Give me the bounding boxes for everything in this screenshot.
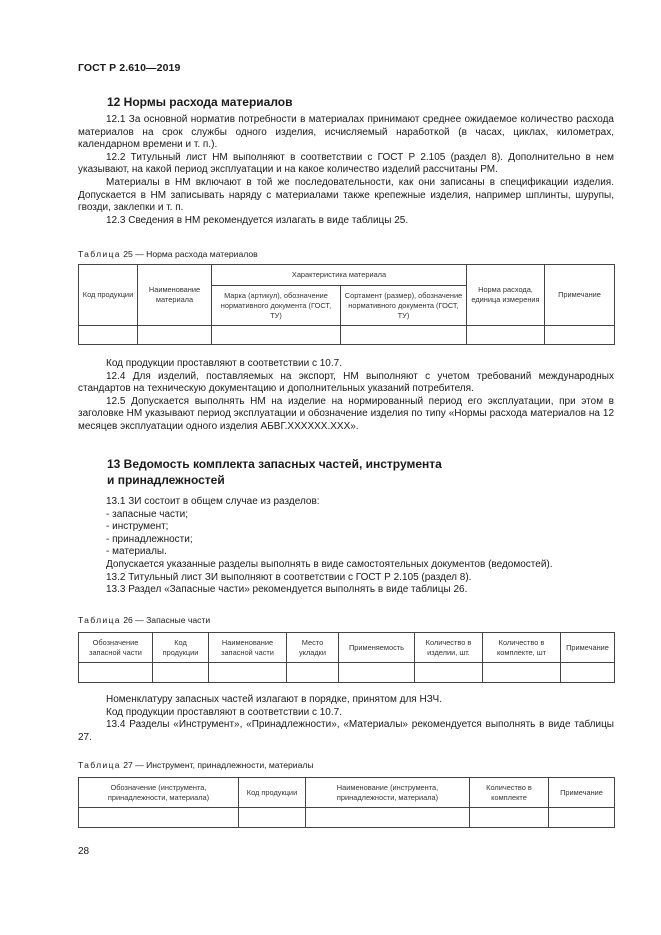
paragraph: Номенклатуру запасных частей излагают в порядке, принятом для НЗЧ.	[106, 694, 442, 705]
header-cell: Сортамент (размер), обозначение нормативного документа (ГОСТ, ТУ)	[341, 286, 467, 326]
table-cell	[209, 663, 287, 683]
table-cell	[549, 808, 615, 828]
list-item: - принадлежности;	[106, 533, 193, 545]
paragraph: 12.1 За основной норматив потребности в материалах принимают среднее ожидаемое количество расхода материалов на срок службы одного изделия, исчисляемый наработкой (в часах, циклах, километрах, календарном времени и т. п.).	[78, 114, 614, 151]
title-line: и принадлежностей	[107, 473, 225, 487]
header-cell: Код продукции	[79, 265, 138, 326]
paragraph: Код продукции проставляют в соответствии с 10.7.	[106, 358, 342, 369]
header-cell: Примечание	[545, 265, 615, 326]
table-25	[78, 264, 615, 345]
table-cell	[212, 326, 341, 345]
caption-text: 27 — Инструмент, принадлежности, материалы	[123, 760, 314, 770]
list-item: - материалы.	[106, 546, 167, 558]
table-27-caption	[78, 760, 314, 770]
table-cell	[341, 326, 467, 345]
paragraph: Материалы в НМ включают в той же последовательности, как они записаны в спецификации изделия. Допускается в НМ записывать наряду с материалами также крепежные изделия, например шплинты, шурупы, гвозди, заклепки и т. п.	[78, 176, 614, 214]
table-cell	[153, 663, 209, 683]
header-cell: Характеристика материала	[212, 265, 467, 286]
table-cell	[138, 326, 212, 345]
table-cell	[415, 663, 483, 683]
paragraph: 12.3 Сведения в НМ рекомендуется излагать в виде таблицы 25.	[106, 214, 409, 226]
paragraph: 13.2 Титульный лист ЗИ выполняют в соответствии с ГОСТ Р 2.105 (раздел 8).	[106, 571, 472, 583]
title-line: 13 Ведомость комплекта запасных частей, инструмента	[107, 457, 442, 471]
section-12-after-table	[78, 358, 614, 434]
caption-label: Таблица	[78, 249, 121, 259]
table-cell	[79, 326, 138, 345]
paragraph: 13.1 ЗИ состоит в общем случае из разделов:	[106, 496, 320, 507]
table-27	[78, 777, 615, 828]
paragraph: 13.3 Раздел «Запасные части» рекомендуется выполнять в виде таблицы 26.	[106, 584, 468, 596]
paragraph: Код продукции проставляют в соответствии с 10.7.	[106, 706, 342, 718]
standard-header: ГОСТ Р 2.610—2019	[78, 62, 181, 74]
table-26-caption	[78, 615, 210, 625]
paragraph: Допускается указанные разделы выполнять в виде самостоятельных документов (ведомостей).	[106, 558, 553, 570]
table-26	[78, 632, 615, 683]
table-cell	[239, 808, 306, 828]
table-25-caption	[78, 249, 258, 259]
header-cell: Применяемость	[339, 633, 415, 663]
table-cell	[483, 663, 561, 683]
section-list	[78, 509, 614, 559]
header-cell: Наименование материала	[138, 265, 212, 326]
table-cell	[306, 808, 470, 828]
table-cell	[79, 663, 153, 683]
header-cell: Норма расхода, единица измерения	[467, 265, 545, 326]
caption-text: 26 — Запасные части	[123, 615, 211, 625]
header-cell: Наименование запасной части	[209, 633, 287, 663]
section-13-title	[107, 456, 442, 488]
caption-text: 25 — Норма расхода материалов	[123, 249, 258, 259]
table-cell	[561, 663, 615, 683]
list-item: - инструмент;	[106, 521, 169, 533]
table-cell	[79, 808, 239, 828]
table-cell	[467, 326, 545, 345]
paragraph: 12.5 Допускается выполнять НМ на изделие на нормированный период его эксплуатации, при этом в заголовке НМ указывают период эксплуатации и обозначение изделия по типу «Нормы расхода материалов на 12 месяцев эксплуатации одного изделия АБВГ.XXXXXX.XXX».	[78, 395, 614, 432]
header-cell: Марка (артикул), обозначение нормативного документа (ГОСТ, ТУ)	[212, 286, 341, 326]
header-cell: Место укладки	[287, 633, 339, 663]
caption-label: Таблица	[78, 615, 121, 625]
header-cell: Количество в комплекте	[470, 778, 549, 808]
page-number: 28	[78, 846, 90, 857]
header-cell: Количество в комплекте, шт	[483, 633, 561, 663]
section-12-body	[78, 114, 614, 227]
section-12-title: 12 Нормы расхода материалов	[107, 95, 293, 109]
table-cell	[470, 808, 549, 828]
header-cell: Обозначение запасной части	[79, 633, 153, 663]
header-cell: Обозначение (инструмента, принадлежности, материала)	[79, 778, 239, 808]
paragraph: 12.4 Для изделий, поставляемых на экспорт, НМ выполняют с учетом требований международных стандартов на техническую документацию и дополнительных указаний потребителя.	[78, 370, 614, 395]
header-cell: Наименование (инструмента, принадлежности, материала)	[306, 778, 470, 808]
header-cell: Примечание	[549, 778, 615, 808]
header-cell: Код продукции	[153, 633, 209, 663]
header-cell: Примечание	[561, 633, 615, 663]
header-cell: Код продукции	[239, 778, 306, 808]
section-13-body	[78, 496, 614, 597]
list-item: - запасные части;	[106, 508, 188, 520]
table-cell	[287, 663, 339, 683]
section-13-after-table	[78, 694, 614, 744]
paragraph: 12.2 Титульный лист НМ выполняют в соответствии с ГОСТ Р 2.105 (раздел 8). Дополнительно в нем указывают, на какой период эксплуатации и на какое количество изделий рассчитаны РМ.	[78, 151, 614, 176]
caption-label: Таблица	[78, 760, 121, 770]
header-cell: Количество в изделии, шт.	[415, 633, 483, 663]
paragraph: 13.4 Разделы «Инструмент», «Принадлежности», «Материалы» рекомендуется выполнять в виде таблицы 27.	[78, 719, 614, 743]
table-cell	[545, 326, 615, 345]
table-cell	[339, 663, 415, 683]
